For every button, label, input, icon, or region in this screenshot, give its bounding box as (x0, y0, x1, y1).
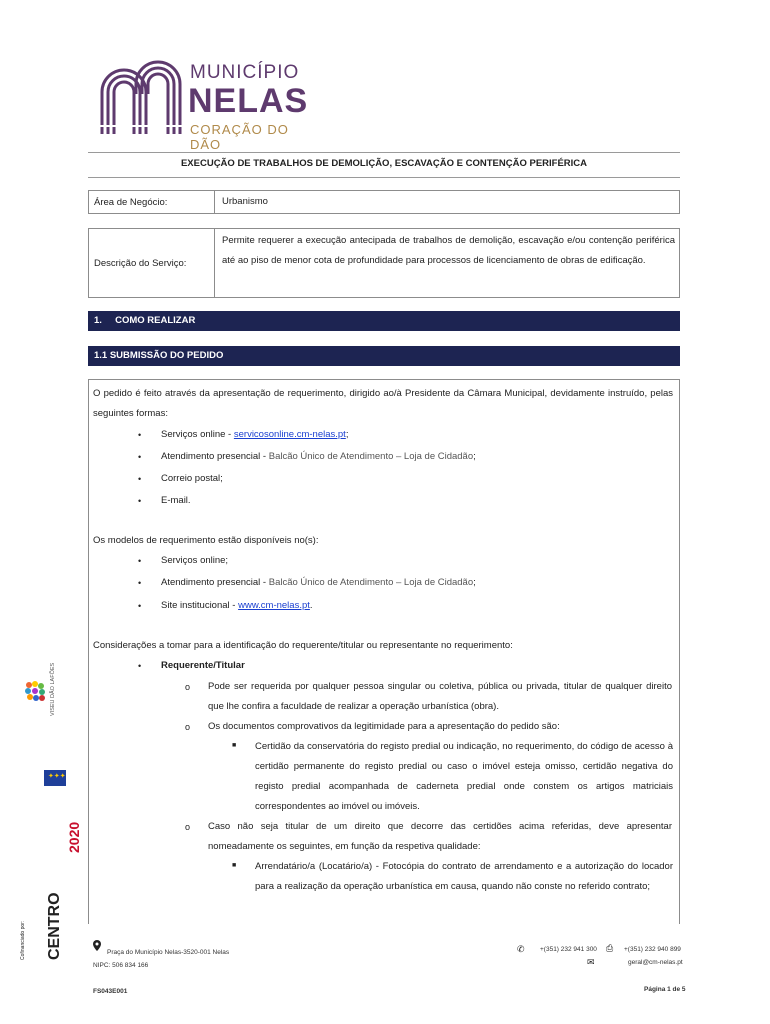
centro-label: CENTRO (46, 892, 63, 960)
sub-sub-item: Arrendatário/a (Locatário/a) - Fotocópia do contrato de arrendamento e a autorização do locador para a realização da operação urbanística em causa, quando não conste no referido contrato; (255, 861, 673, 892)
page-number: Página 1 de 5 (644, 986, 686, 993)
viseu-label: VISEU DÃO LAFÕES (50, 662, 56, 716)
sub-item: Caso não seja titular de um direito que decorre das certidões acima referidas, deve apresentar nomeadamente os seguintes, em função da respetiva qualidade: (208, 821, 672, 852)
bullet-icon: • (138, 474, 142, 484)
square-bullet-icon: ■ (232, 742, 237, 749)
phone-icon: ✆ (517, 944, 525, 954)
bullet-icon: • (138, 578, 142, 588)
circle-bullet-icon: o (185, 822, 191, 832)
list-item: Correio postal; (161, 473, 223, 484)
section-submissao: 1.1 SUBMISSÃO DO PEDIDO (88, 346, 680, 366)
portugal-2020-label: 2020 (66, 821, 82, 853)
modelos-intro: Os modelos de requerimento estão disponíveis no(s): (93, 535, 319, 546)
footer-fax: +(351) 232 940 899 (624, 946, 681, 953)
bullet-icon: • (138, 452, 142, 462)
location-pin-icon (93, 940, 101, 951)
sub-sub-item: Certidão da conservatória do registo predial ou indicação, no requerimento, do código de acesso à certidão permanente do registo predial ou caso o imóvel esteja omisso, certidão negativa do registo predial acompanhada de caderneta predial onde constem os artigos matriciais correspondentes ao imóvel ou imóveis. (255, 741, 673, 812)
sub-item: Os documentos comprovativos da legitimidade para a apresentação do pedido são: (208, 721, 560, 732)
cofinanciado-label: Cofinanciado por: (20, 920, 26, 960)
divider (88, 177, 680, 178)
requerente-heading: Requerente/Titular (161, 660, 245, 671)
section-como-realizar: 1. COMO REALIZAR (88, 311, 680, 331)
logo-nelas: NELAS (188, 82, 309, 120)
bullet-icon: • (138, 556, 142, 566)
footer-code: FS043E001 (93, 988, 128, 995)
circle-bullet-icon: o (185, 722, 191, 732)
bullet-icon: • (138, 430, 142, 440)
funding-logos (20, 660, 82, 960)
fax-icon: ⎙ (606, 943, 614, 953)
list-item: Serviços online - servicosonline.cm-nelas.pt; (161, 429, 349, 440)
viseu-dao-lafoes-icon (24, 680, 46, 702)
footer-address: Praça do Município Nelas-3520-001 Nelas (107, 949, 230, 956)
email-icon: ✉ (587, 957, 595, 967)
descricao-row (88, 228, 680, 298)
square-bullet-icon: ■ (232, 862, 237, 869)
footer-email: geral@cm-nelas.pt (628, 959, 683, 966)
bullet-icon: • (138, 496, 142, 506)
document-title: EXECUÇÃO DE TRABALHOS DE DEMOLIÇÃO, ESCAVAÇÃO E CONTENÇÃO PERIFÉRICA (180, 158, 588, 169)
intro-text: O pedido é feito através da apresentação de requerimento, dirigido ao/à Presidente da Câmara Municipal, devidamente instruído, pelas seguintes formas: (93, 388, 673, 419)
logo-tagline: CORAÇÃO DO DÃO (190, 122, 289, 152)
list-item: Atendimento presencial - Balcão Único de Atendimento – Loja de Cidadão; (161, 577, 476, 588)
divider (88, 152, 680, 153)
list-item: Site institucional - www.cm-nelas.pt. (161, 600, 313, 611)
eu-flag-icon: ✦✦✦ (44, 770, 66, 786)
consideracoes-text: Considerações a tomar para a identificação do requerente/titular ou representante no requerimento: (93, 640, 513, 651)
area-negocio-row (88, 190, 680, 214)
logo-municipio: MUNICÍPIO (190, 62, 300, 83)
footer-phone: +(351) 232 941 300 (540, 946, 597, 953)
footer-nipc: NIPC: 506 834 166 (93, 962, 149, 969)
sub-item: Pode ser requerida por qualquer pessoa singular ou coletiva, pública ou privada, titular de qualquer direito que lhe confira a faculdade de realizar a operação urbanística (obra). (208, 681, 672, 712)
site-institucional-link[interactable]: www.cm-nelas.pt (238, 600, 310, 611)
bullet-icon: • (138, 661, 142, 671)
area-value: Urbanismo (222, 196, 268, 207)
descricao-value: Permite requerer a execução antecipada de trabalhos de demolição, escavação e/ou contenção periférica até ao piso de menor cota de profundidade para processos de licenciamento de obras de edificação. (222, 235, 675, 266)
list-item: Serviços online; (161, 555, 229, 566)
circle-bullet-icon: o (185, 682, 191, 692)
list-item: E-mail. (161, 495, 191, 506)
list-item: Atendimento presencial - Balcão Único de Atendimento – Loja de Cidadão; (161, 451, 476, 462)
bullet-icon: • (138, 601, 142, 611)
descricao-label: Descrição do Serviço: (94, 258, 187, 269)
logo-emblem-icon (96, 54, 186, 144)
municipio-logo (96, 54, 309, 152)
servicos-online-link[interactable]: servicosonline.cm-nelas.pt (233, 429, 346, 440)
area-label: Área de Negócio: (94, 197, 168, 208)
